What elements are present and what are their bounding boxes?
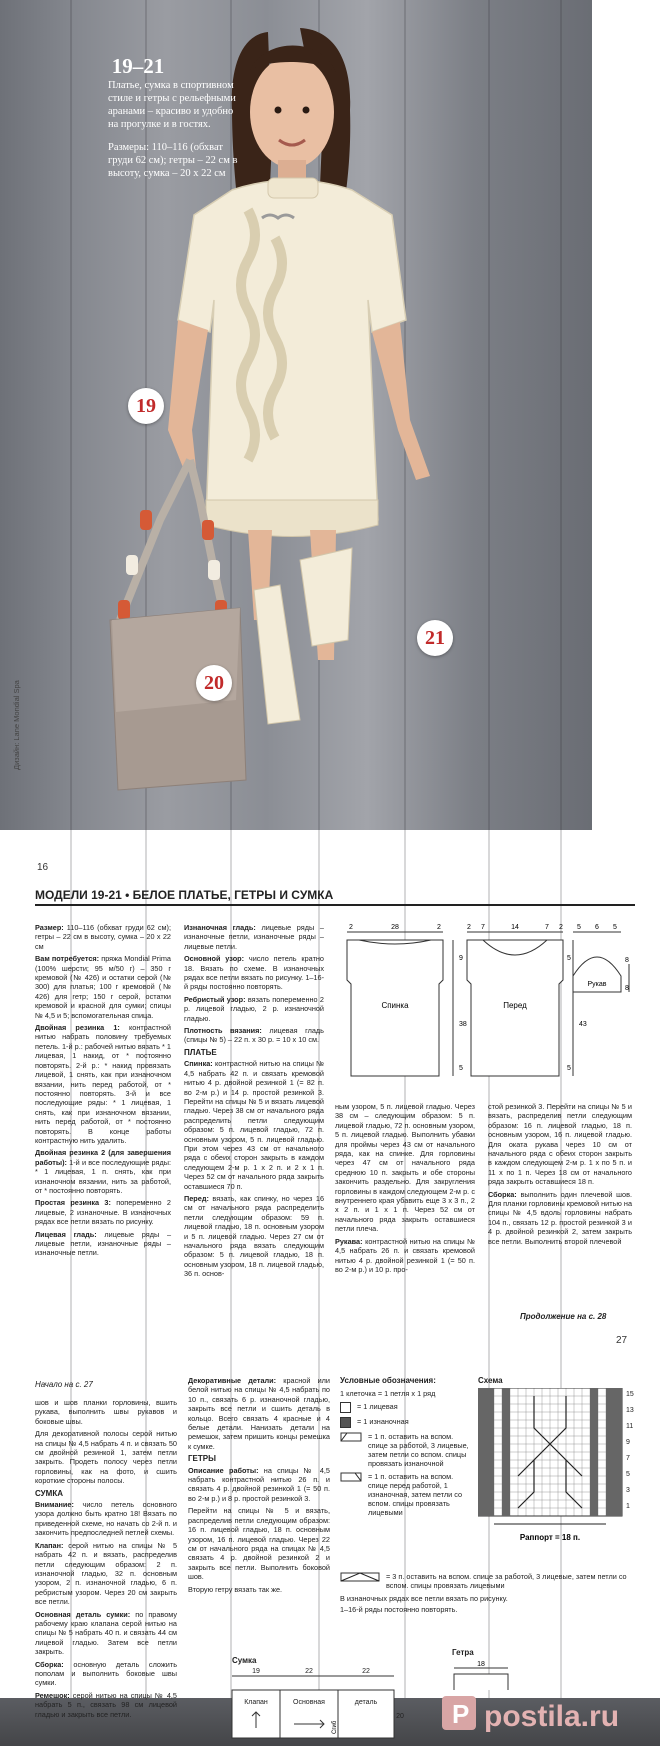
bag-heading: СУМКА [35,1488,63,1498]
part-label: деталь [354,1699,378,1706]
row-number: 13 [626,1407,634,1414]
col-4-instructions [488,1102,632,1249]
section-title: МОДЕЛИ 19-21 • БЕЛОЕ ПЛАТЬЕ, ГЕТРЫ И СУМКА [35,888,635,906]
model-number: 19–21 [111,54,165,78]
back-label: Спинка [381,1001,409,1010]
dim: 19 [252,1668,260,1675]
legend-item: = 3 п. оставить на вспом. спице за работой, 3 лицевые, затем петли со вспом. спицы провязать лицевыми [340,1572,640,1590]
para: Плотность вязания: лицевая гладь (спицы № 5) – 22 п. х 30 р. = 10 х 10 см. [184,1026,324,1045]
knitting-chart [478,1388,638,1548]
legend-bottom [340,1568,640,1614]
dim: 18 [477,1661,485,1668]
para: Описание работы: на спицы № 4,5 набрать контрастной нитью 26 п. и связать 4 р. двойной резинкой 1 (= 50 п. во 2-м р.) и 8 р. простой резинкой 3. [188,1465,330,1503]
legend-note-1: В изнаночных рядах все петли вязать по рисунку. [340,1594,508,1603]
para: Лицевая гладь: лицевые ряды – лицевые петли, изнаночные ряды – изнаночные петли. [35,1229,172,1258]
para: Двойная резинка 2 (для завершения работы): 1-й и все последующие ряды: * 1 лицевая, 1 п. снять, как при изнаночном вязании, нить за работой, от * постоянно повторять. [35,1148,171,1195]
para: Сборка: выполнить один плечевой шов. Для планки горловины кремовой нитью на спицы № 4,5 вдоль горловины набрать 104 п., связать 12 р. простой резинкой 3 и 4 р. двойной резинкой 2, затем закрыть все петли. Выполнить второй плечевой [488,1189,632,1246]
watermark [440,1690,650,1740]
knit-symbol [340,1402,351,1413]
dim: 2 [559,924,563,931]
legend-note-2: 1–16-й ряды постоянно повторять. [340,1605,458,1614]
cable-3x3-symbol [340,1572,380,1582]
purl-symbol [340,1417,351,1428]
model-badge-21: 21 [417,620,453,656]
para: Клапан: серой нитью на спицы № 5 набрать 42 п. и вязать, распределив петли следующим образом: 2 п. изнаночной гладью, 32 п. основным узором, 2 п. изнаночной гладью, 6 п. ребристым узором. Через 20 см закрыть все петли. [35,1540,177,1607]
para: Вам потребуется: пряжа Mondial Prima (100% шерсти; 95 м/50 г) – 350 г кремовой (№ 426) и остатки серой (№ 300) для платья; 100 г кремовой (№ 426) для гетр; 150 г серой, остатки кремовой и красной для сумки; спицы № 4,5 и 5; вспомогательная спица. [35,954,171,1020]
row-number: 9 [626,1439,630,1446]
garment-schematics [335,918,635,1096]
dim: 8 [625,985,629,992]
para: Простая резинка 3: попеременно 2 лицевые, 2 изнаночные. В изнаночных рядах все петли вязать по рисунку. [35,1198,171,1227]
col-2-instructions [184,923,324,1282]
dim: 22 [362,1668,370,1675]
p3-col-2 [188,1376,330,1597]
cable-left-symbol [340,1472,362,1482]
para: Основной узор: число петель кратно 18. Вязать по схеме. В изнаночных рядах все петли вязать по рисунку. 1–16-й ряды постоянно повторять. [184,954,324,992]
para: Ребристый узор: вязать попеременно 2 р. лицевой гладью, 2 р. изнаночной гладью. [184,994,324,1023]
dim: 28 [391,924,399,931]
col-1-instructions [35,923,171,1261]
part-label: Основная [293,1699,325,1706]
row-number: 1 [626,1503,630,1510]
dim: 9 [459,955,463,962]
dim: 7 [481,924,485,931]
legend-item: = 1 п. оставить на вспом. спице перед работой, 1 изнаночная, затем петли со вспом. спицы провязать лицевыми [340,1472,470,1517]
gaiters-heading: ГЕТРЫ [188,1454,216,1464]
dim: 2 [437,924,441,931]
page-number-27: 27 [616,1335,628,1346]
dim: 14 [511,924,519,931]
para: Ремешок: серой нитью на спицы № 4,5 набрать 5 п., связать 98 см лицевой гладью и закрыть все петли. [35,1690,177,1719]
para: Спинка: контрастной нитью на спицы № 4,5 набрать 42 п. и связать кремовой нитью 4 р. двойной резинкой 1 (= 82 п. во 2-м р.) и 14 р. простой резинкой 3. Перейти на спицы № 5 и вязать лицевой гладью. Через 38 см от начального ряда распределить петли следующим образом: 5 п. лицевой гладью, 72 п. основным узором, 5 п. лицевой гладью. При этом через 43 см от начального ряда с обеих сторон закрыть в каждом следующем 2-м р. 1 х 2 п. и 2 х 1 п. Через 52 см от начального ряда закрыть оставшиеся 70 п. [184,1059,324,1191]
para: ным узором, 5 п. лицевой гладью. Через 38 см – следующим образом: 5 п. лицевой гладью, 72 п. основным узором, 5 п. лицевой гладью. Выполнить убавки для проймы через 43 см от начального ряда, как на спинке. Для горловины через 47 см от начального ряда среднюю 10 п. закрыть и обе стороны закончить раздельно. Для закругления горловины в каждом следующем 2-м р. с внутреннего края убавить еще 3 х 3 п., 2 х 2 п. и 1 х 1 п. Через 52 см от начального ряда закрыть оставшиеся петли плеча. [335,1102,475,1234]
continued-from: Начало на с. 27 [35,1380,93,1389]
dim: 20 [396,1713,404,1720]
intro-block [18,54,238,190]
gaiter-diagram-title: Гетра [452,1648,474,1657]
bag-diagram [228,1668,404,1744]
dim: 22 [305,1668,313,1675]
para: Рукава: контрастной нитью на спицы № 4,5 набрать 26 п. и связать кремовой нитью 4 р. двойной резинкой 1 (= 50 п. во 2-м р.) и 10 р. про- [335,1236,475,1274]
watermark-text: postila.ru [484,1700,620,1733]
dim: 43 [579,1021,587,1028]
row-number: 5 [626,1471,630,1478]
col-3-instructions [335,1102,475,1277]
row-number: 7 [626,1455,630,1462]
dim: 5 [567,1065,571,1072]
legend-item: = 1 п. оставить на вспом. спице за работой, 3 лицевые, затем петли со вспом. спицы провязать изнаночной [340,1432,470,1468]
para: Декоративные детали: красной или белой нитью на спицы № 4,5 набрать по 10 п., связать 6 р. изнаночной гладью, закрыть все петли и сшить деталь в кольцо. Всего связать 4 красные и 4 белые детали. Нанизать детали на ремешок, затем пришить концы ремешка к сумке. [188,1376,331,1451]
para: Вторую гетру вязать так же. [188,1584,283,1594]
row-number: 3 [626,1487,630,1494]
para: Изнаночная гладь: лицевые ряды – изнаночные петли, изнаночные ряды – лицевые петли. [184,923,324,951]
dim: 7 [545,924,549,931]
row-number: 15 [626,1391,634,1398]
gaiter-diagram [452,1660,512,1690]
dim: 8 [625,957,629,964]
sizes-text: Размеры: 110–116 (обхват груди 62 см); гетры – 22 см в высоту, сумка – 20 х 22 см [108,142,238,179]
intro-text: Платье, сумка в спортивном стиле и гетры с рельефными аранами – красиво и удобно на прогулке и в гостях. [108,80,236,130]
legend [340,1376,470,1517]
para: Перейти на спицы № 5 и вязать, распределив петли следующим образом: 16 п. лицевой гладью, 18 п. основным узором, 16 п. лицевой гладью. Через 22 см от начального ряда на спицах № 4,5 связать 4 р. двойной резинкой 2 и закрыть все петли. Выполнить боковой шов. [188,1506,330,1582]
dim: 5 [577,924,581,931]
sleeve-label: Рукав [587,981,607,988]
dim: 2 [349,924,353,931]
legend-title: Условные обозначения: [340,1376,436,1385]
dim: 5 [567,955,571,962]
para: Размер: 110–116 (обхват груди 62 см); гетры – 22 см в высоту, сумка – 20 х 22 см [35,923,171,951]
legend-item: = 1 изнаночная [340,1417,470,1428]
model-badge-20: 20 [196,665,232,701]
chart-title: Схема [478,1376,503,1385]
front-label: Перед [503,1001,527,1010]
cable-right-symbol [340,1432,362,1442]
bag-diagram-title: Сумка [232,1656,257,1665]
para: Внимание: число петель основного узора должно быть кратно 18! Вязать по приведенной схеме, но начать со 2-й п. и закончить предпоследней петлей схемы. [35,1500,177,1538]
svg-text:P: P [452,1699,470,1729]
cover-photo [0,0,592,830]
page-number-16: 16 [37,862,49,873]
para: Для декоративной полосы серой нитью на спицы № 4,5 набрать 4 п. и связать 50 см двойной резинкой 1, затем петли закрыть. Продеть полосу через петли горловины, как на фото, и сшить короткие стороны полосы. [35,1429,177,1486]
repeat-label: Раппорт = 18 п. [519,1533,581,1542]
legend-intro: 1 клеточка = 1 петля х 1 ряд [340,1389,436,1398]
row-number: 11 [626,1423,634,1430]
part-label: Клапан [244,1699,268,1706]
para: Перед: вязать, как спинку, но через 16 см от начального ряда распределить петли следующим образом: 59 п. лицевой гладью, 18 п. основным узором и 5 п. лицевой гладью. Через 27 см от начального ряда вязать следующим образом: 5 п. лицевой гладью, 18 п. основным узором, 18 п. лицевой гладью, 36 п. основ- [184,1193,324,1279]
dim: 5 [613,924,617,931]
dim: 6 [595,924,599,931]
para: Сборка: основную деталь сложить пополам и выполнить боковые швы сумки. [35,1659,177,1688]
dim: 5 [459,1065,463,1072]
p3-col-1 [35,1398,177,1722]
design-credit: Дизайн: Lane Mondial Spa [12,680,21,770]
dim: 38 [459,1021,467,1028]
para: стой резинкой 3. Перейти на спицы № 5 и вязать, распределив петли следующим образом: 16 п. лицевой гладью, 18 п. основным узором, 16 п. лицевой гладью. Для оката рукава через 10 см от начального ряда с обеих сторон закрыть в каждом следующем 2-м р. 1 х по 5 п. и 11 х по 1 п. Через 18 см от начального ряда закрыть оставшиеся 18 п. [488,1102,632,1187]
para: Основная деталь сумки: по правому рабочему краю клапана серой нитью на спицы № 5 набрать 40 п. и связать 44 см лицевой гладью. Затем все петли закрыть. [35,1609,177,1657]
fold-label: Сгиб [332,1720,338,1734]
continued-note: Продолжение на с. 28 [520,1312,607,1321]
para: Двойная резинка 1: контрастной нитью набрать половину требуемых петель. 1-й р.: рабочей нитью вязать * 1 лицевая, 1 накид, от * постоянно повторять. 2-й р.: * накид провязать лицевой, 1 снять, как при изнаночном вязании, нить перед работой, от * постоянно повторять. 3-й и все последующие ряды: * 1 лицевая, 1 снять, как при изнаночном вязании, нить перед работой, от * постоянно повторять. В конце работы контрастную нить удалить. [35,1023,171,1145]
para: шов и шов планки горловины, вшить рукава, выполнить швы рукавов и боковые швы. [35,1398,177,1426]
dress-heading: ПЛАТЬЕ [184,1047,217,1057]
legend-item: = 1 лицевая [340,1402,470,1413]
dim: 2 [467,924,471,931]
model-badge-19: 19 [128,388,164,424]
